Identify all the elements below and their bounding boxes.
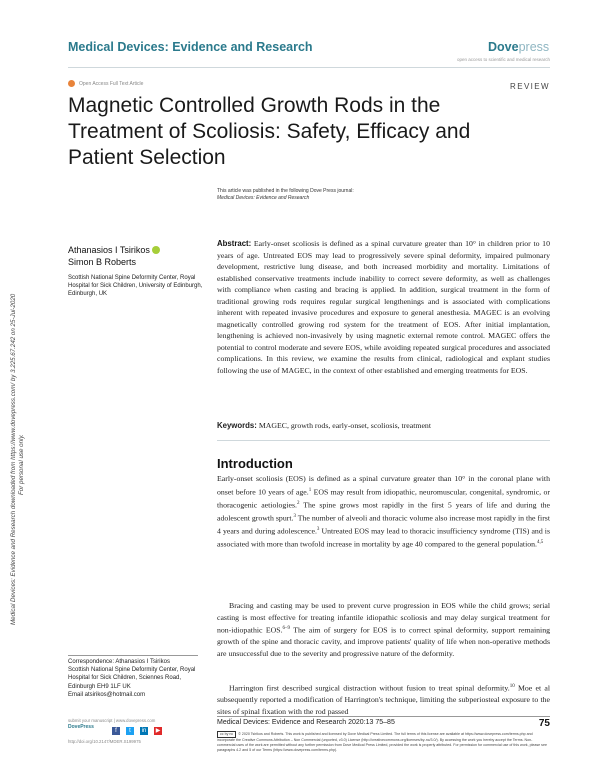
logo-light: press [518,40,550,54]
facebook-icon[interactable]: f [112,727,120,735]
article-title: Magnetic Controlled Growth Rods in the Treatment of Scoliosis: Safety, Efficacy and Patient Selection [68,94,471,169]
intro-paragraph-3: Harrington first described surgical distraction without fusion to treat spinal deformity.$^{10}$ Moe et al subsequently reported a modification of Harrington's technique, limiting the subperiosteal exposure to the sites of spinal fixation with the rod passed [217,683,550,716]
footer-journal-citation: Medical Devices: Evidence and Research 2020:13 75–85 [217,719,395,726]
author-list [68,244,160,268]
citation[interactable]: 2 [296,500,300,506]
publication-note [217,188,477,202]
side-note-line2: For personal use only. [18,434,25,495]
youtube-icon[interactable]: ▶ [155,728,161,734]
license-text [217,731,550,753]
keywords-text: MAGEC, growth rods, early-onset, scoliosis, treatment [258,421,431,430]
citation[interactable]: 3 [316,527,320,533]
citation[interactable]: 10 [509,684,515,689]
correspondence [68,658,208,699]
linkedin-icon[interactable]: in [141,728,147,734]
dovepress-logo[interactable] [488,40,549,54]
footer-logo[interactable]: DovePress [68,724,94,730]
side-note-line1: Medical Devices: Evidence and Research downloaded from https://www.dovepress.com/ by 3.225.67.242 on 25-Jul-2020 [10,293,17,625]
abstract-text: Early-onset scoliosis is defined as a spinal curvature greater than 10° in children prior to 10 years of age. Untreated EOS may lead to progressively severe spinal deformity, impaired pulmonary development, restrictive lung disease, and both increased morbidity and mortality. Limitations of established conservative treatments include inability to correct severe deformity, as well as challenges with compliance when casting and bracing is applied. In addition, surgical treatment in the form of traditional growing rods requires regular surgical lengthenings and is associated with complications inherent with repeated invasive procedures and exposure to general anesthesia. MAGEC is an evolving magnetically controlled growing rod system for the treatment of EOS. After initial implantation, lengthening is achieved non-invasively by using magnetic external remote control. MAGEC offers the potential to control moderate and severe EOS, while avoiding repeated surgical procedures and associated complications. In this review, we examine the results from clinical, radiological and explant studies following the use of MAGEC, in the context of other established and emerging treatments for EOS. [217,239,550,375]
correspondence-address: Scottish National Spine Deformity Center, Royal Hospital for Sick Children, Sciennes Road, Edinburgh EH9 1LF UK [68,667,196,690]
social-icons [112,727,162,735]
author-2: Simon B Roberts [68,257,137,267]
abstract-label: Abstract: [217,239,252,248]
cc-license-badge[interactable]: cc by nc [217,731,236,738]
license-body: © 2020 Tsirikos and Roberts. This work is published and licensed by Dove Medical Press Limited. The full terms of this license are available at https://www.dovepress.com/terms.php and incorporate the Creative Commons Attribution – Non Commercial (unported, v3.0) License (http://creativecommons.org/licenses/by-nc/3.0/). By accessing the work you hereby accept the Terms. Non-commercial uses of the work are permitted without any further permission from Dove Medical Press Limited, provided the work is properly attributed. For permission for commercial use of this work, please see paragraphs 4.2 and 5 of our Terms (https://www.dovepress.com/terms.php). [217,732,547,752]
intro-paragraph-1: Early-onset scoliosis (EOS) is defined as a spinal curvature greater than 10° in the coronal plane with onset before 10 years of age.$^1$ EOS may result from idiopathic, neuromuscular, congenital, syndromic, or thoracogenic aetiologies.$^2$ The spine grows most rapidly in the first 5 years of life and during the adolescent growth spurt.$^3$ The number of alveoli and thoracic volume also increase most rapidly in the first 4 years and during adolescence.$^3$ Untreated EOS may lead to thoracic insufficiency syndrome (TIS) and is associated with more than twofold increase in mortality by age 40 compared to the general population.$^{4,5}$ [217,474,550,549]
submit-link[interactable]: submit your manuscript | www.dovepress.com [68,718,156,723]
side-download-note [6,130,46,630]
author-1: Athanasios I Tsirikos [68,245,150,255]
abstract [217,238,550,376]
citation[interactable]: 1 [308,487,312,493]
keywords-rule [217,440,550,441]
header-rule [68,67,550,68]
open-access-label [68,80,143,87]
citation[interactable]: 6–9 [282,626,291,632]
correspondence-name: Correspondence: Athanasios I Tsirikos [68,659,170,665]
author-affiliation: Scottish National Spine Deformity Center, Royal Hospital for Sick Children, University of Edinburgh, Edinburgh, UK [68,275,203,297]
page-number: 75 [538,718,550,729]
pubnote-line2[interactable]: Medical Devices: Evidence and Research [217,195,310,201]
orcid-icon[interactable] [152,246,160,254]
keywords-label: Keywords: [217,421,257,430]
footer-rule [217,716,550,717]
intro-paragraph-2: Bracing and casting may be used to prevent curve progression in EOS while the child grows; serial casting is most effective for treating infantile idiopathic scoliosis and may delay surgical treatment for non-idiopathic EOS.$^{6-9}$ The aim of surgery for EOS is to correct spinal deformity, support remaining growth of the spine and thoracic cavity, and improve patients' quality of life when non-operative methods are unsuccessful due to the severity and progressive nature of the deformity. [217,601,550,658]
introduction-heading: Introduction [217,456,293,471]
pubnote-line1: This article was published in the following Dove Press journal: [217,188,354,194]
article-type: REVIEW [510,82,550,91]
logo-bold: Dove [488,40,519,54]
correspondence-rule [68,655,198,656]
open-access-text: Open Access Full Text Article [79,80,144,87]
correspondence-email[interactable]: Email atsirikos@hotmail.com [68,691,146,698]
journal-title[interactable]: Medical Devices: Evidence and Research [68,40,313,54]
citation[interactable]: 3 [293,513,296,519]
doi-link[interactable]: http://doi.org/10.2147/MDER.S199975 [68,739,141,744]
twitter-icon[interactable]: t [126,727,134,735]
citation[interactable]: 4,5 [537,540,544,546]
open-access-icon [68,80,75,87]
keywords [217,420,550,431]
dovepress-tagline: open access to scientific and medical research [456,57,550,62]
